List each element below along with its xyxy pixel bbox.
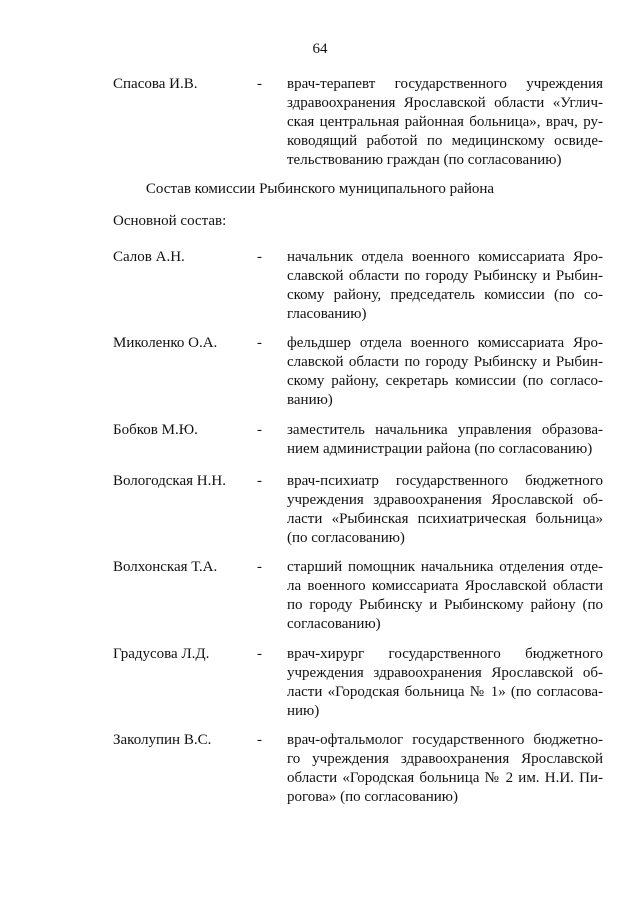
description-line: славской области по городу Рыбинску и Рыбин- [287, 268, 603, 284]
member-description [287, 731, 603, 807]
member-entry [113, 731, 603, 827]
description-line: ванию) [287, 392, 333, 408]
member-entry [113, 645, 603, 741]
member-dash: - [257, 559, 262, 575]
description-line: согласованию) [287, 616, 381, 632]
description-line: начальник отдела военного комиссариата Яро- [287, 249, 603, 265]
description-line: ласти «Городская больница № 1» (по согласова- [287, 684, 603, 700]
member-name: Градусова Л.Д. [113, 646, 210, 662]
description-line: ласти «Рыбинская психиатрическая больница» [287, 511, 603, 527]
member-entry [113, 334, 603, 430]
description-line: нию) [287, 703, 320, 719]
member-description [287, 421, 603, 459]
member-entry [113, 558, 603, 654]
entry-description [287, 75, 603, 170]
member-entry [113, 472, 603, 568]
description-line: врач-психиатр государственного бюджетного [287, 473, 603, 489]
description-line: ла военного комиссариата Ярославской области [287, 578, 603, 594]
page-number: 64 [312, 41, 328, 57]
entry-dash: - [257, 76, 262, 92]
member-entry [113, 248, 603, 344]
description-line: ская центральная районная больница», врач, ру- [287, 114, 603, 130]
description-line: учреждения здравоохранения Ярославской об- [287, 665, 603, 681]
description-line: скому району, председатель комиссии (по со- [287, 287, 603, 303]
member-description [287, 645, 603, 721]
member-dash: - [257, 473, 262, 489]
description-line: здравоохранения Ярославской области «Углич- [287, 95, 603, 111]
member-dash: - [257, 646, 262, 662]
member-description [287, 472, 603, 548]
subsection-title: Основной состав: [113, 213, 227, 229]
member-dash: - [257, 732, 262, 748]
description-line: заместитель начальника управления образова- [287, 422, 603, 438]
member-name: Заколупин В.С. [113, 732, 212, 748]
description-line: учреждения здравоохранения Ярославской об- [287, 492, 603, 508]
member-description [287, 248, 603, 324]
member-name: Миколенко О.А. [113, 335, 218, 351]
member-dash: - [257, 422, 262, 438]
description-line: нием администрации района (по согласованию) [287, 441, 593, 457]
member-name: Волхонская Т.А. [113, 559, 218, 575]
description-line: фельдшер отдела военного комиссариата Яро- [287, 335, 603, 351]
description-line: врач-хирург государственного бюджетного [287, 646, 603, 662]
member-description [287, 334, 603, 410]
member-name: Вологодская Н.Н. [113, 473, 226, 489]
member-dash: - [257, 335, 262, 351]
entry-name: Спасова И.В. [113, 76, 198, 92]
description-line: гласованию) [287, 306, 367, 322]
description-line: славской области по городу Рыбинску и Рыбин- [287, 354, 603, 370]
description-line: рогова» (по согласованию) [287, 789, 458, 805]
description-line: скому району, секретарь комиссии (по согласо- [287, 373, 603, 389]
member-description [287, 558, 603, 634]
section-title: Состав комиссии Рыбинского муниципального района [145, 181, 495, 197]
member-dash: - [257, 249, 262, 265]
description-line: области «Городская больница № 2 им. Н.И. Пи- [287, 770, 603, 786]
description-line: тельствованию граждан (по согласованию) [287, 152, 562, 168]
description-line: врач-офтальмолог государственного бюджетно- [287, 732, 603, 748]
member-name: Бобков М.Ю. [113, 422, 198, 438]
intro-entry [113, 75, 603, 171]
description-line: врач-терапевт государственного учреждения [287, 76, 603, 92]
description-line: (по согласованию) [287, 530, 405, 546]
description-line: ководящий работой по медицинскому освиде- [287, 133, 603, 149]
description-line: старший помощник начальника отделения отде- [287, 559, 603, 575]
member-name: Салов А.Н. [113, 249, 185, 265]
description-line: го учреждения здравоохранения Ярославской [287, 751, 603, 767]
description-line: по городу Рыбинску и Рыбинскому району (по [287, 597, 603, 613]
